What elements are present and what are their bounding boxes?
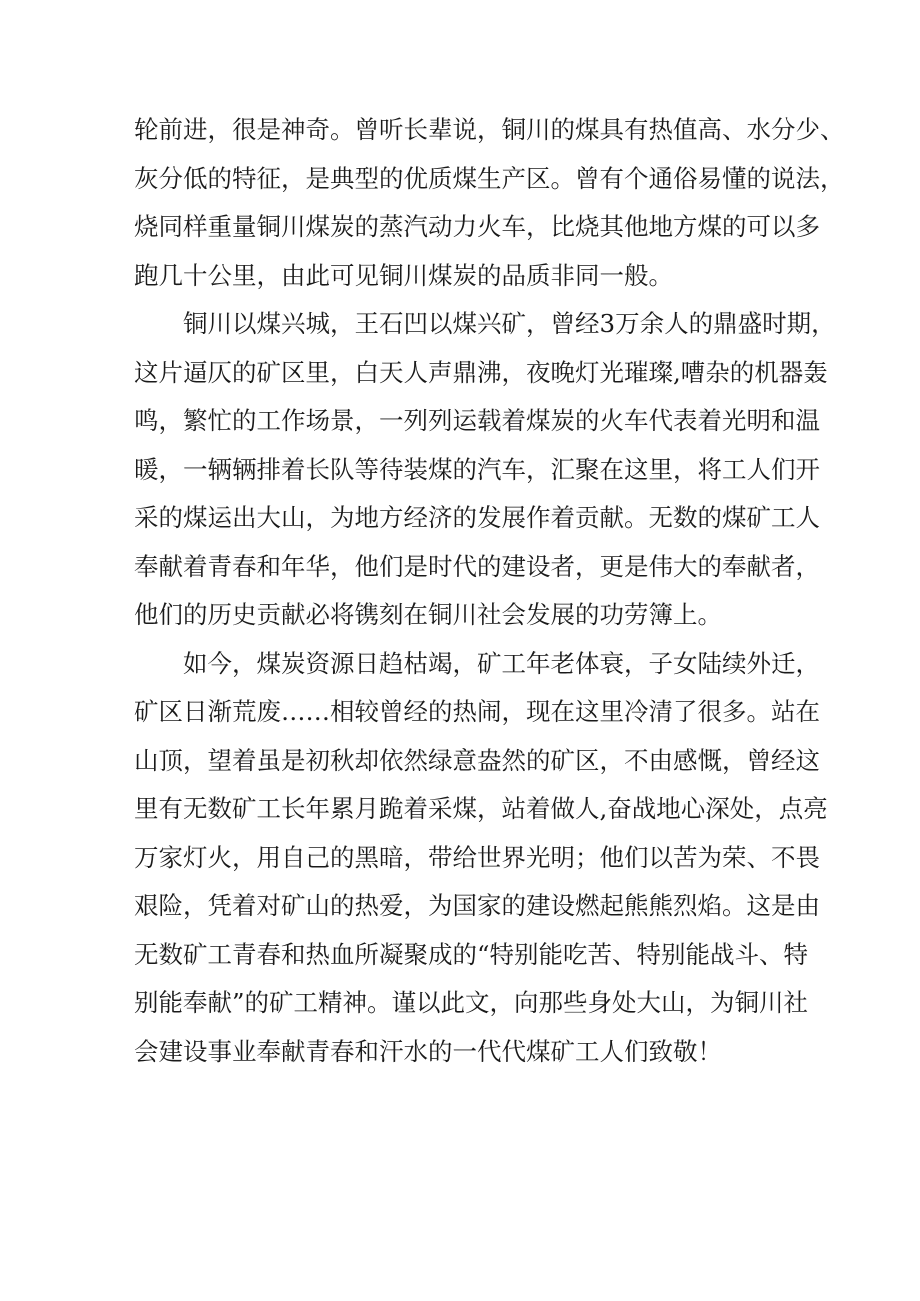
paragraph-3-line-3: 山顶，望着虽是初秋却依然绿意盎然的矿区，不由感慨，曾经这 xyxy=(134,745,820,775)
paragraph-3-line-4: 里有无数矿工长年累月跪着采煤，站着做人,奋战地心深处，点亮 xyxy=(134,794,828,823)
body-text xyxy=(134,106,845,1076)
paragraph-3-line-9: 会建设事业奉献青春和汗水的一代代煤矿工人们致敬！ xyxy=(134,1036,722,1066)
paragraph-2-line-4: 暖，一辆辆排着长队等待装煤的汽车，汇聚在这里，将工人们开 xyxy=(134,454,820,484)
paragraph-1-line-1: 轮前进，很是神奇。曾听长辈说，铜川的煤具有热值高、水分少、 xyxy=(134,115,845,144)
paragraph-3-line-7: 无数矿工青春和热血所凝聚成的“特别能吃苦、特别能战斗、特 xyxy=(134,939,809,969)
paragraph-1-line-2: 灰分低的特征，是典型的优质煤生产区。曾有个通俗易懂的说法， xyxy=(134,163,845,193)
paragraph-3-line-6: 艰险，凭着对矿山的热爱，为国家的建设燃起熊熊烈焰。这是由 xyxy=(134,891,820,920)
paragraph-3-line-8: 别能奉献”的矿工精神。谨以此文，向那些身处大山，为铜川社 xyxy=(134,988,809,1017)
paragraph-2-line-6: 奉献着青春和年华，他们是时代的建设者，更是伟大的奉献者， xyxy=(134,551,820,581)
paragraph-1-line-3: 烧同样重量铜川煤炭的蒸汽动力火车，比烧其他地方煤的可以多 xyxy=(134,212,820,241)
paragraph-2-line-3: 鸣，繁忙的工作场景，一列列运载着煤炭的火车代表着光明和温 xyxy=(134,406,820,435)
paragraph-2-line-2: 这片逼仄的矿区里，白天人声鼎沸，夜晚灯光璀璨,嘈杂的机器轰 xyxy=(134,357,828,387)
paragraph-2-line-5: 采的煤运出大山，为地方经济的发展作着贡献。无数的煤矿工人 xyxy=(134,503,820,532)
paragraph-2-line-7: 他们的历史贡献必将镌刻在铜川社会发展的功劳簿上。 xyxy=(134,600,722,629)
paragraph-3-line-1: 如今，煤炭资源日趋枯竭，矿工年老体衰，子女陆续外迁， xyxy=(183,648,820,678)
paragraph-1-line-4: 跑几十公里，由此可见铜川煤炭的品质非同一般。 xyxy=(134,260,673,290)
paragraph-3-line-2: 矿区日渐荒废……相较曾经的热闹，现在这里冷清了很多。站在 xyxy=(134,697,820,726)
paragraph-2-line-1: 铜川以煤兴城，王石凹以煤兴矿，曾经3万余人的鼎盛时期， xyxy=(183,309,836,338)
paragraph-3-line-5: 万家灯火，用自己的黑暗，带给世界光明；他们以苦为荣、不畏 xyxy=(134,842,820,872)
